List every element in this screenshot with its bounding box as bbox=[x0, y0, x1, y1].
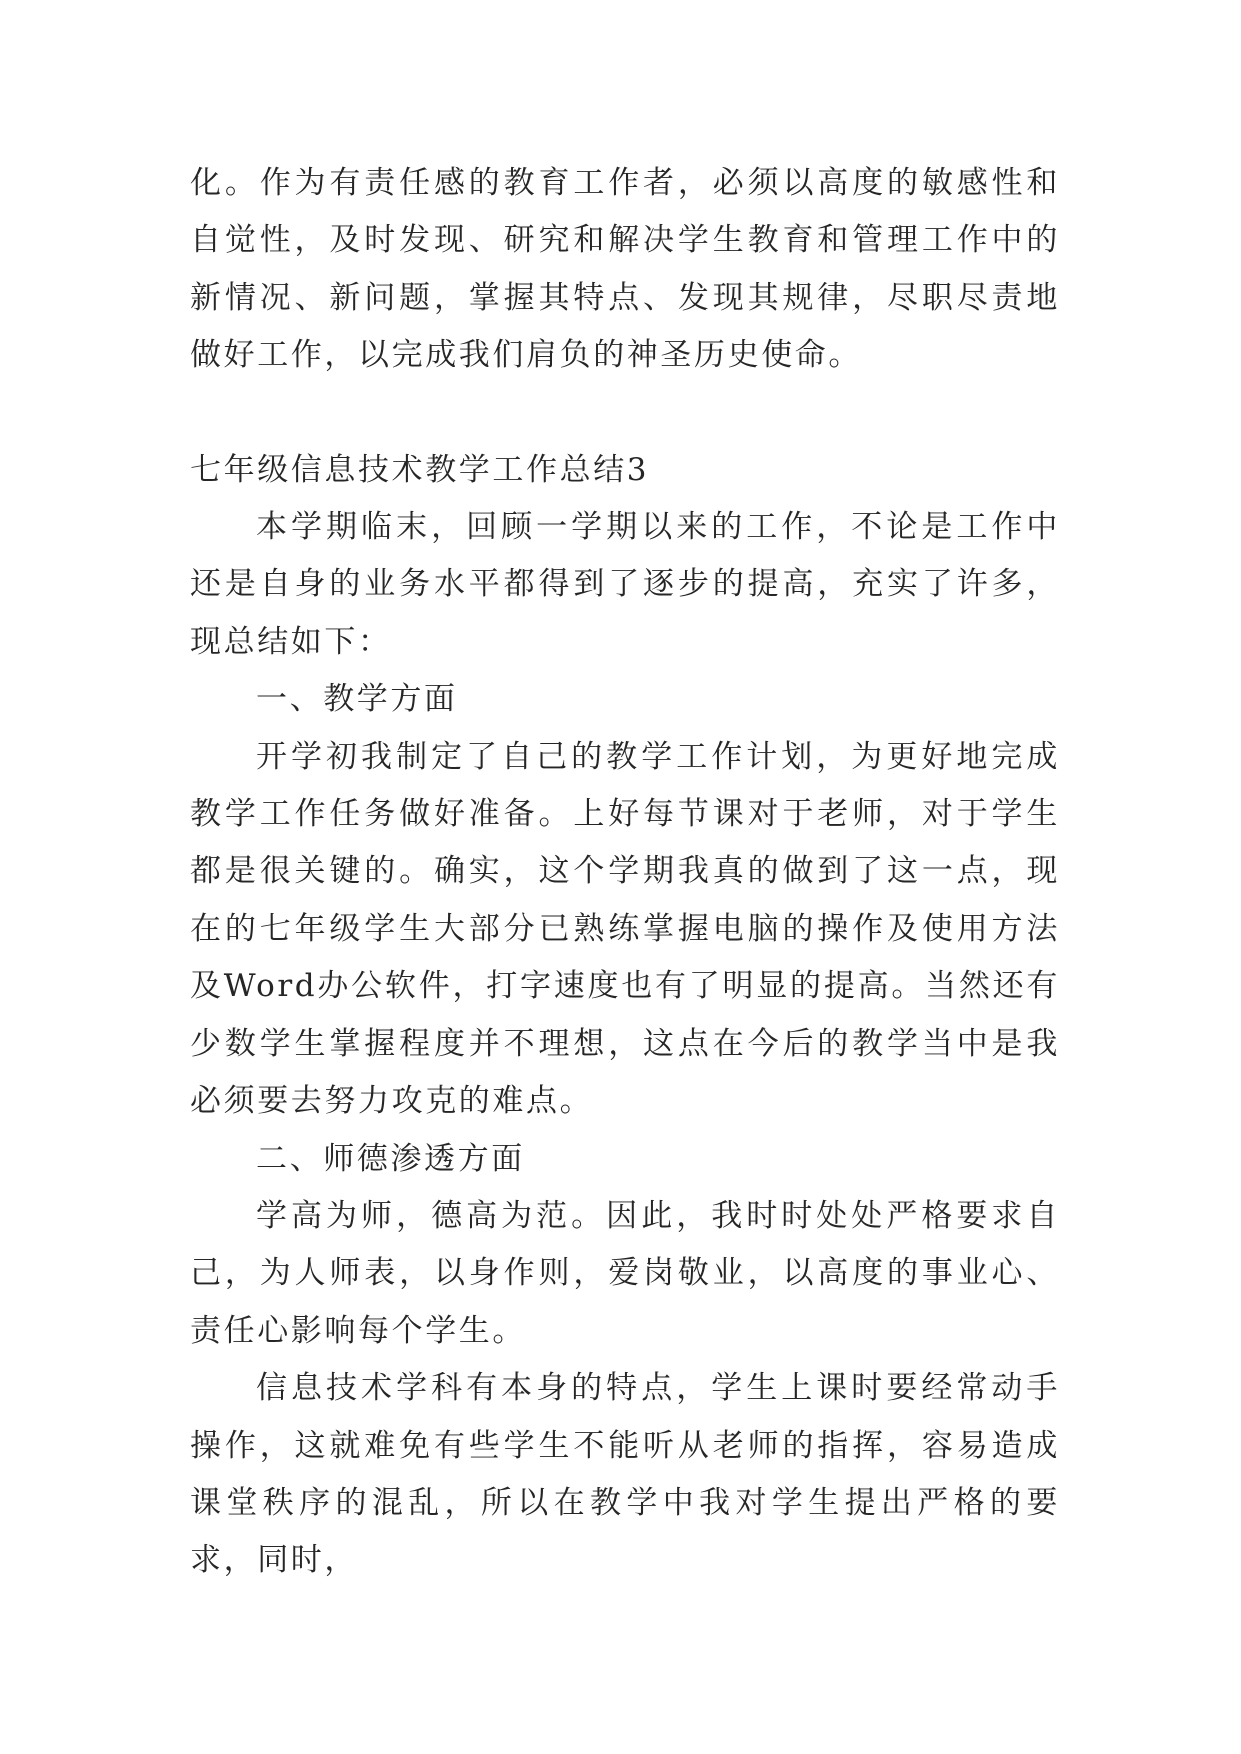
subheading-ethics: 二、师德渗透方面 bbox=[256, 1140, 525, 1177]
paragraph-gap bbox=[190, 385, 1060, 442]
paragraph-teaching: 开学初我制定了自己的教学工作计划，为更好地完成教学工作任务做好准备。上好每节课对于老师，对于学生都是很关键的。确实，这个学期我真的做到了这一点，现在的七年级学生大部分已熟练掌握电脑的操作及使用方法及Word办公软件，打字速度也有了明显的提高。当然还有少数学生掌握程度并不理想，这点在今后的教学当中是我必须要去努力攻克的难点。 bbox=[190, 738, 1060, 1120]
section-title: 七年级信息技术教学工作总结3 bbox=[190, 451, 650, 488]
paragraph-continued: 化。作为有责任感的教育工作者，必须以高度的敏感性和自觉性，及时发现、研究和解决学生教育和管理工作中的新情况、新问题，掌握其特点、发现其规律，尽职尽责地做好工作，以完成我们肩负的神圣历史使命。 bbox=[190, 165, 1060, 374]
subheading-teaching: 一、教学方面 bbox=[256, 681, 458, 718]
document-body bbox=[190, 155, 1060, 1590]
paragraph-intro: 本学期临末，回顾一学期以来的工作，不论是工作中还是自身的业务水平都得到了逐步的提高，充实了许多，现总结如下： bbox=[190, 509, 1060, 660]
paragraph-ethics: 学高为师，德高为范。因此，我时时处处严格要求自己，为人师表，以身作则，爱岗敬业，以高度的事业心、责任心影响每个学生。 bbox=[190, 1197, 1060, 1349]
paragraph-discipline: 信息技术学科有本身的特点，学生上课时要经常动手操作，这就难免有些学生不能听从老师的指挥，容易造成课堂秩序的混乱，所以在教学中我对学生提出严格的要求，同时， bbox=[190, 1370, 1060, 1579]
